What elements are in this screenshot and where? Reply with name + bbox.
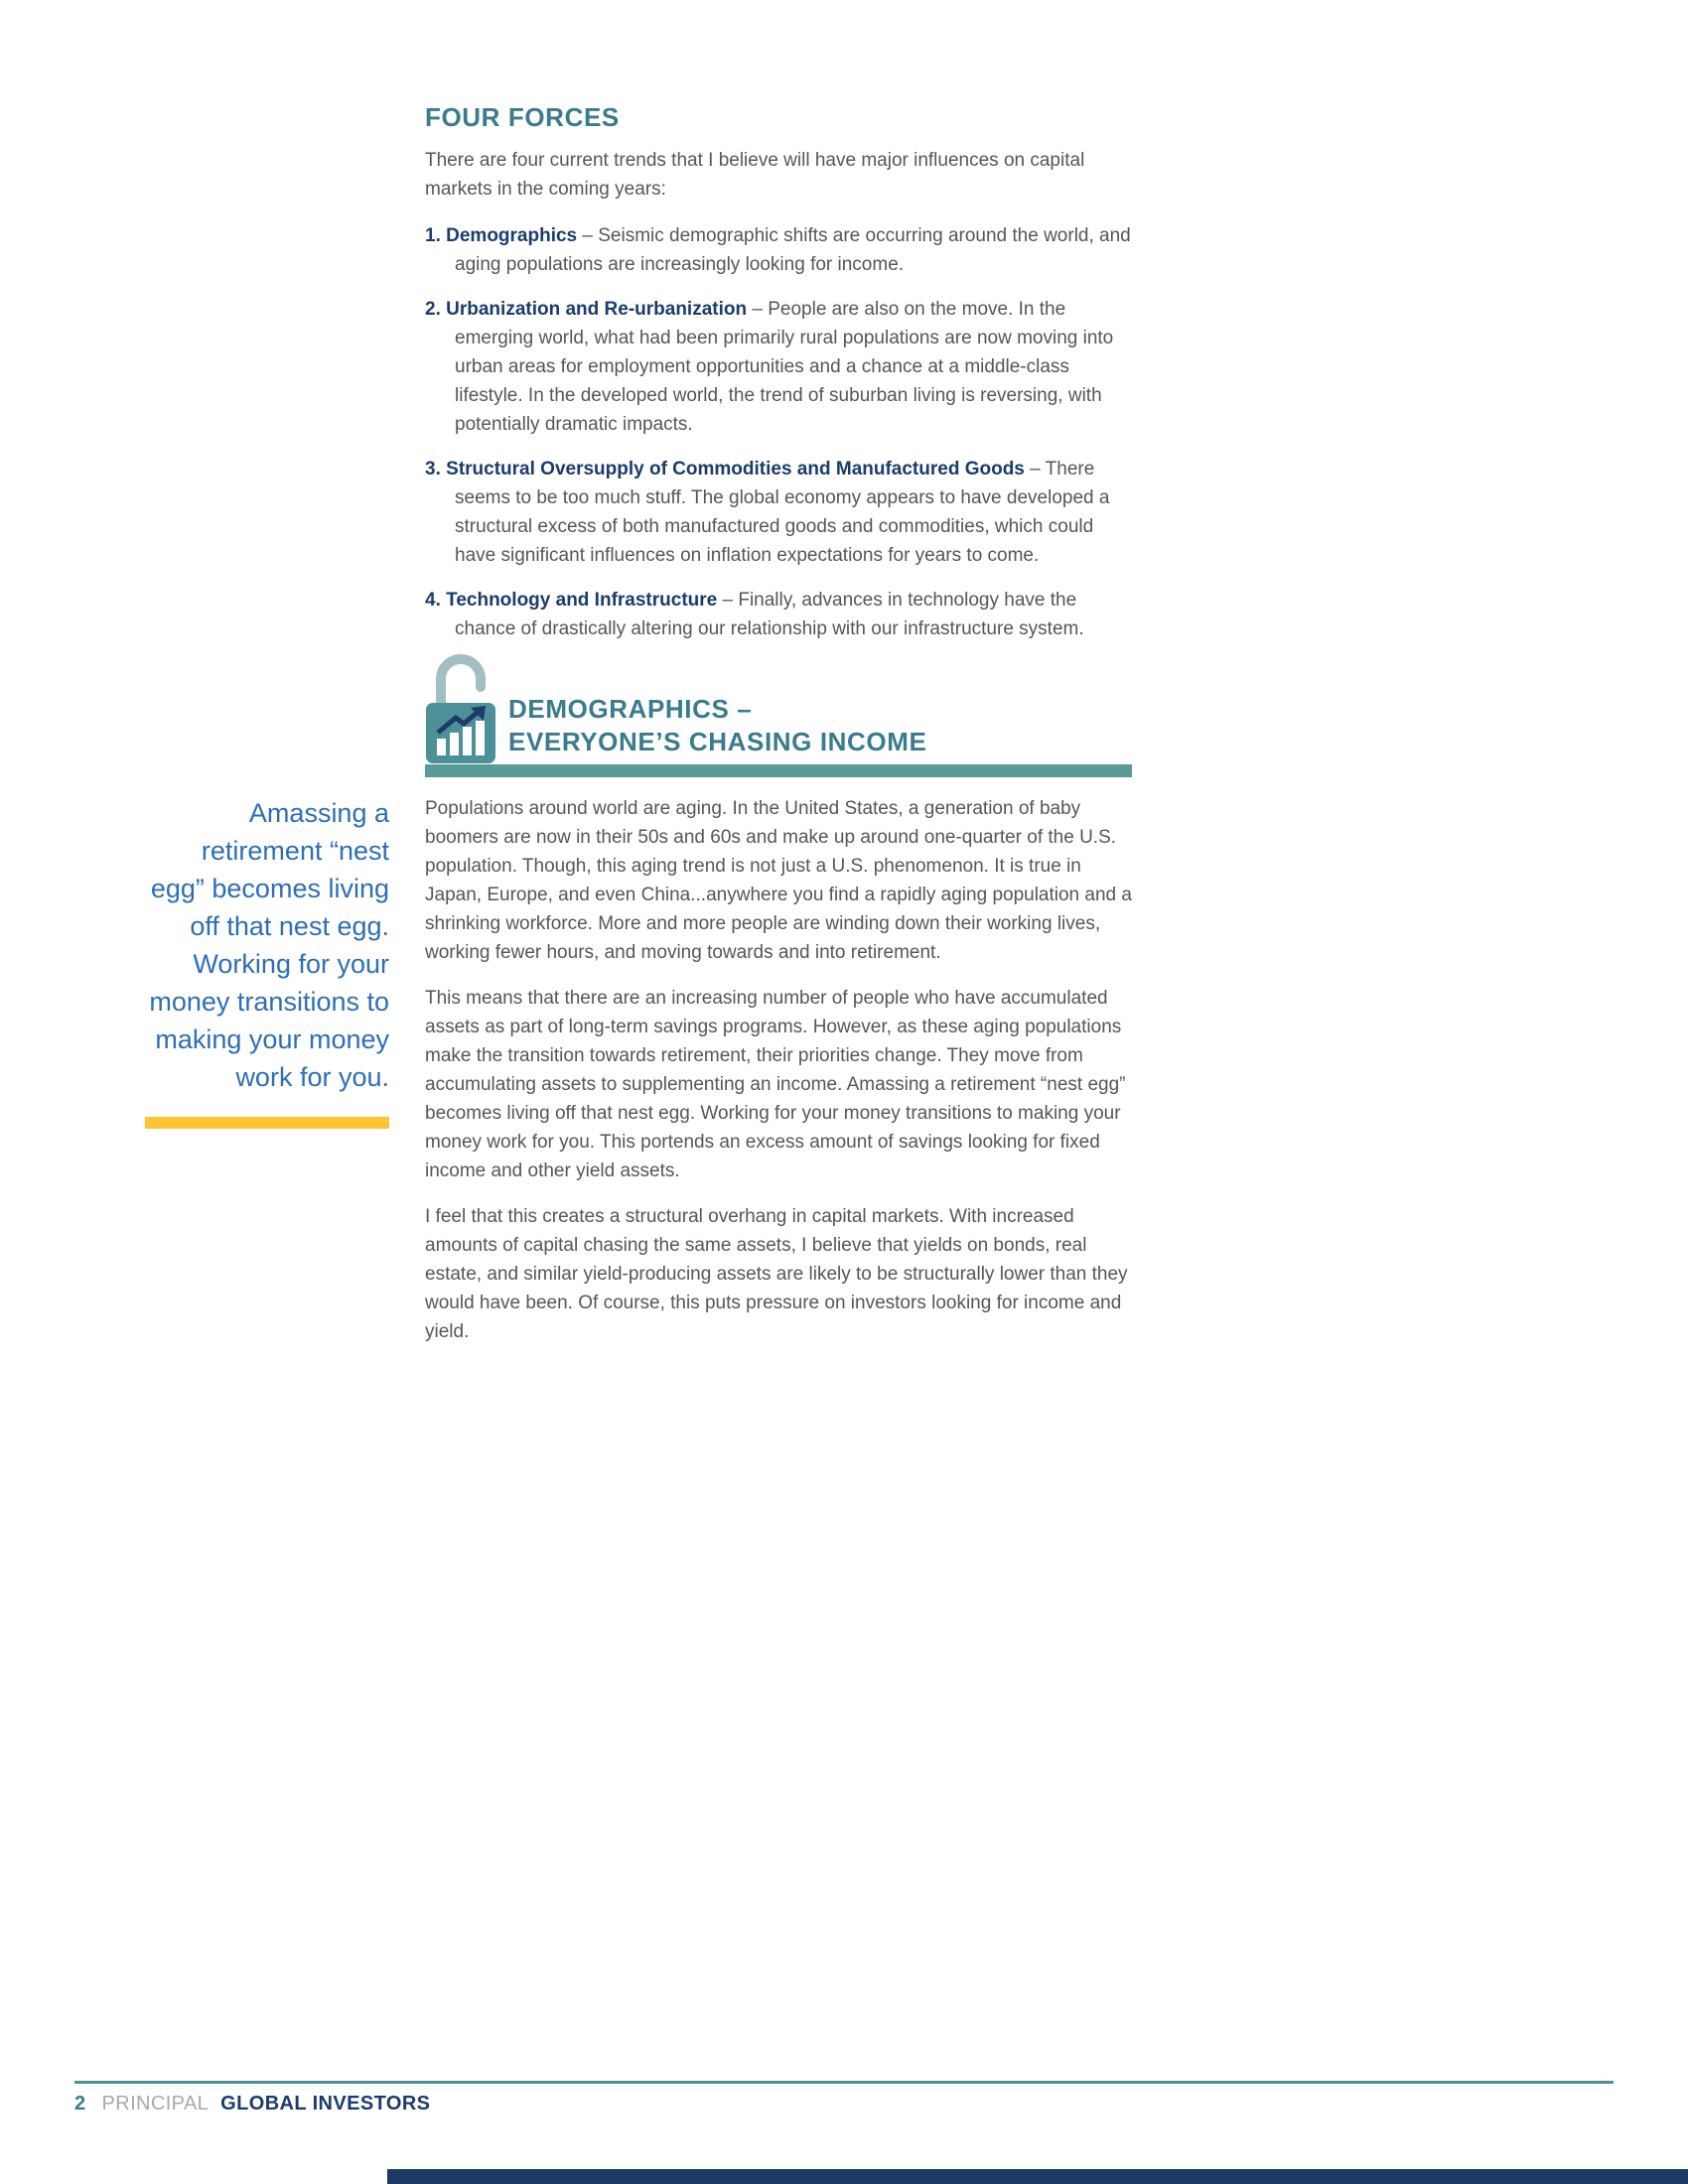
pull-quote-line: making your money	[155, 1024, 389, 1054]
section-heading-line2: EVERYONE’S CHASING INCOME	[508, 727, 927, 756]
item-title: Technology and Infrastructure	[446, 590, 718, 611]
item-title: Urbanization and Re-urbanization	[446, 299, 748, 320]
item-number: 1.	[425, 225, 441, 246]
pull-quote-line: egg” becomes living	[150, 874, 389, 903]
four-forces-heading: FOUR FORCES	[425, 102, 620, 132]
pull-quote-line: money transitions to	[149, 987, 389, 1017]
footer-rule	[74, 2081, 1614, 2084]
brand-global-investors: GLOBAL INVESTORS	[220, 2093, 431, 2115]
pull-quote-accent-bar	[145, 1117, 389, 1129]
item-number: 2.	[425, 299, 441, 320]
section-divider-bar	[425, 764, 1132, 777]
list-item-demographics	[425, 221, 1132, 279]
section-header	[425, 647, 1132, 764]
forces-list	[425, 221, 1132, 643]
item-text: – People are also on the move. In the emerging world, what had been primarily rural populations are now moving into urban areas for employment opportunities and a chance at a middle-class lifestyle. In the developed world, the trend of suburban living is reversing, with potentially dramatic impacts.	[455, 299, 1114, 435]
four-forces-section	[425, 102, 1132, 659]
list-item-technology	[425, 586, 1132, 643]
item-title: Structural Oversupply of Commodities and Manufactured Goods	[446, 459, 1025, 479]
demographics-section	[425, 647, 1132, 1346]
pull-quote-line: Working for your	[193, 949, 389, 979]
list-item-urbanization	[425, 295, 1132, 439]
paragraph-nest-egg: This means that there are an increasing number of people who have accumulated assets as part of long-term savings programs. However, as these aging populations make the transition towards retirement, their priorities change. They move from accumulating assets to supplementing an income. Amassing a retirement “nest egg” becomes living off that nest egg. Working for your money transitions to making your money work for you. This portends an excess amount of savings looking for fixed income and other yield assets.	[425, 988, 1126, 1181]
section-heading	[508, 693, 926, 764]
item-text: – Finally, advances in technology have the chance of drastically altering our relationship with our infrastructure system.	[455, 590, 1084, 639]
four-forces-intro: There are four current trends that I believe will have major influences on capital markets in the coming years:	[425, 150, 1085, 200]
pull-quote-line: retirement “nest	[201, 836, 389, 866]
bottom-navy-bar	[387, 2169, 1688, 2184]
brand-principal: PRINCIPAL	[101, 2093, 210, 2115]
paragraph-overhang: I feel that this creates a structural overhang in capital markets. With increased amounts of capital chasing the same assets, I believe that yields on bonds, real estate, and similar yield-producing assets are likely to be structurally lower than they would have been. Of course, this puts pressure on investors looking for income and yield.	[425, 1206, 1128, 1342]
pull-quote-line: Amassing a	[248, 798, 389, 828]
footer	[74, 2093, 430, 2116]
item-number: 3.	[425, 459, 441, 479]
pull-quote-line: off that nest egg.	[190, 911, 389, 941]
pull-quote-line: work for you.	[235, 1062, 389, 1092]
page-number: 2	[74, 2093, 86, 2115]
item-number: 4.	[425, 590, 441, 611]
paragraph-aging: Populations around world are aging. In the United States, a generation of baby boomers are now in their 50s and 60s and make up around one-quarter of the U.S. population. Though, this aging trend is not just a U.S. phenomenon. It is true in Japan, Europe, and even China...anywhere you find a rapidly aging population and a shrinking workforce. More and more people are winding down their working lives, working fewer hours, and moving towards and into retirement.	[425, 798, 1132, 963]
section-heading-line1: DEMOGRAPHICS –	[508, 694, 753, 724]
item-text: – There seems to be too much stuff. The global economy appears to have developed a structural excess of both manufactured goods and commodities, which could have significant influences on inflation expectations for years to come.	[455, 459, 1110, 566]
list-item-oversupply	[425, 455, 1132, 570]
item-text: – Seismic demographic shifts are occurring around the world, and aging populations are increasingly looking for income.	[455, 225, 1131, 275]
item-title: Demographics	[446, 225, 578, 246]
pull-quote	[129, 794, 389, 1096]
unlocked-padlock-growth-chart-icon	[425, 647, 496, 764]
